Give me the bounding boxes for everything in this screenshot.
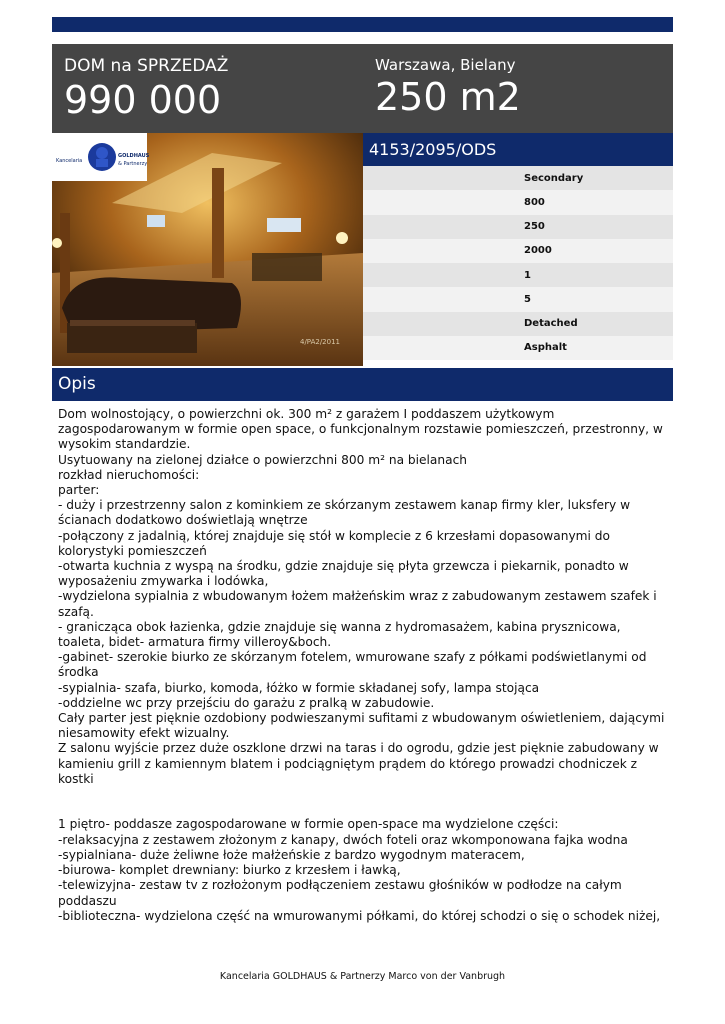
logo-text-kancelaria: Kancelaria bbox=[56, 158, 83, 164]
description-text: Dom wolnostojący, o powierzchni ok. 300 m² z garażem I poddaszem użytkowym zagospodarowanym w formie open space, o funkcjonalnym rozstawie pomieszczeń, przestronny, w wysokim standardzie. Usytuowany na zielonej działce o powierzchni 800 m² na bielanach rozkład nieruchomości: parter: - duży i przestrzenny salon z kominkiem ze skórzanym zestawem kanap firmy kler, luksfery w ścianach dodatkowo doświetlają wnętrze -połączony z jadalnią, której znajduje się stół w komplecie z 6 krzesłami dopasowanymi do kolorystyki pomieszczeń -otwarta kuchnia z wyspą na środku, gdzie znajduje się płyta grzewcza i piekarnik, ponadto w wyposażeniu zmywarka i lodówka, -wydzielona sypialnia z wbudowanym łożem małżeńskim wraz z zabudowanym zestawem szafek i szafą. - granicząca obok łazienka, gdzie znajduje się wanna z hydromasażem, kabina prysznicowa, toaleta, bidet- armatura firmy villeroy&boch. -gabinet- szerokie biurko ze skórzanym fotelem, wmurowane szafy z półkami podświetlanymi od środka -sypialnia- szafa, biurko, komoda, łóżko w formie składanej sofy, lampa stojąca -oddzielne wc przy przejściu do garażu z pralką w zabudowie. Cały parter jest pięknie ozdobiony podwieszanymi sufitami z wbudowanym oświetleniem, dającymi niesamowity efekt wizualny. Z salonu wyjście przez duże oszklone drzwi na taras i do ogrodu, gdzie jest pięknie zabudowany w kamieniu grill z kamiennym blatem i podciągniętym prądem do którego prowadzi chodniczek z kostki 1 piętro- poddasze zagospodarowane w formie open-space ma wydzielone części: -relaksacyjna z zestawem złożonym z kanapy, dwóch foteli oraz wkomponowana fajka wodna -sypialniana- duże żeliwne łoże małżeńskie z bardzo wygodnym materacem, -biurowa- komplet drewniany: biurko z krzesłem i ławką, -telewizyjna- zestaw tv z rozłożonym podłączeniem zestawu głośników w podłodze na całym poddaszu -biblioteczna- wydzielona część na wmurowanymi półkami, do której schodzi o się o schodek niżej, bbox=[58, 407, 665, 923]
page-footer: Kancelaria GOLDHAUS & Partnerzy Marco von der Vanbrugh bbox=[219, 971, 506, 982]
logo-text-goldhaus: GOLDHAUS bbox=[118, 153, 150, 159]
listing-area: 250 m2 bbox=[375, 75, 521, 119]
spec-rooms: 5 bbox=[363, 287, 673, 311]
spec-plot-size: 800 bbox=[363, 190, 673, 214]
top-accent-bar bbox=[52, 17, 673, 32]
attic-interior-image bbox=[52, 133, 363, 366]
listing-type: DOM na SPRZEDAŻ bbox=[64, 56, 229, 76]
photo-watermark: 4/PA2/2011 bbox=[300, 338, 341, 346]
spec-floors: 1 bbox=[363, 263, 673, 287]
listing-location: Warszawa, Bielany bbox=[375, 56, 516, 74]
description-heading: Opis bbox=[52, 368, 673, 401]
header-left bbox=[64, 56, 228, 122]
spec-building-type: Detached bbox=[363, 312, 673, 336]
spec-year-built: 2000 bbox=[363, 239, 673, 263]
property-photo bbox=[52, 133, 363, 366]
spec-market: Secondary bbox=[363, 166, 673, 190]
listing-header bbox=[52, 44, 673, 133]
spec-table bbox=[363, 166, 673, 360]
spec-access-road: Asphalt bbox=[363, 336, 673, 360]
logo-text-partnerzy: & Partnerzy bbox=[118, 161, 148, 167]
header-right bbox=[375, 55, 521, 119]
listing-price: 990 000 bbox=[64, 78, 222, 122]
reference-number: 4153/2095/ODS bbox=[363, 133, 673, 166]
spec-living-area: 250 bbox=[363, 215, 673, 239]
